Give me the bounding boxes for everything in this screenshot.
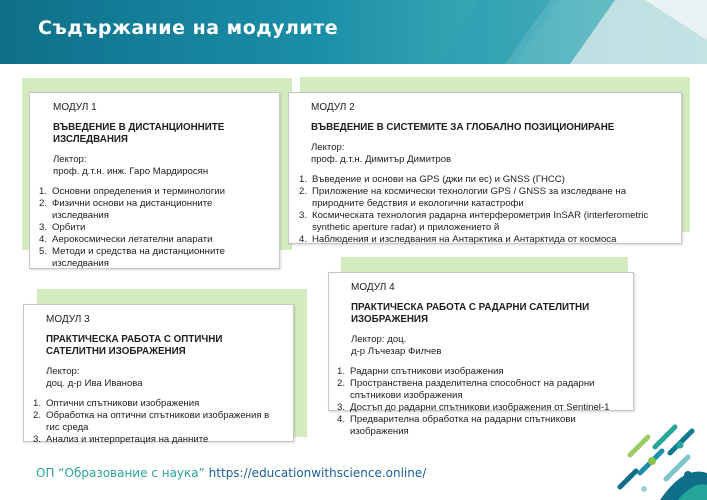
list-item: 1. Основни определения и терминологии bbox=[39, 186, 225, 197]
module-2-lecturer-label: Лектор: bbox=[311, 142, 345, 153]
module-1-label: МОДУЛ 1 bbox=[53, 102, 97, 113]
list-item: 3. Анализ и интерпретация на данните bbox=[33, 434, 209, 445]
list-item: 1. Радарни спътникови изображения bbox=[337, 366, 504, 377]
corner-decoration bbox=[600, 395, 707, 500]
header-banner bbox=[0, 0, 707, 64]
module-1-title: ВЪВЕДЕНИЕ В ДИСТАНЦИОННИТЕ ИЗСЛЕДВАНИЯ bbox=[53, 122, 225, 145]
module-2-card bbox=[288, 92, 682, 244]
module-3-label: МОДУЛ 3 bbox=[46, 314, 90, 325]
footer bbox=[36, 466, 426, 480]
list-item: 4. Предварителна обработка на радарни спътникови изображения bbox=[337, 414, 576, 437]
list-item: 4. Аерокосмически летателни апарати bbox=[39, 234, 213, 245]
module-2-lecturer-name: проф. д.т.н. Димитър Димитров bbox=[311, 154, 452, 165]
module-4-lecturer-label: Лектор: доц. bbox=[351, 334, 407, 345]
module-4-lecturer-name: д-р Лъчезар Филчев bbox=[351, 346, 442, 357]
list-item: 3. Орбити bbox=[39, 222, 86, 233]
module-4-title: ПРАКТИЧЕСКА РАБОТА С РАДАРНИ САТЕЛИТНИ ИЗОБРАЖЕНИЯ bbox=[351, 302, 590, 325]
module-4-label: МОДУЛ 4 bbox=[351, 282, 395, 293]
module-3-title: ПРАКТИЧЕСКА РАБОТА С ОПТИЧНИ САТЕЛИТНИ ИЗОБРАЖЕНИЯ bbox=[46, 334, 223, 357]
module-3-lecturer-label: Лектор: bbox=[46, 366, 80, 377]
module-3-card bbox=[23, 304, 294, 445]
list-item: 2. Обработка на оптични спътникови изображения в гис среда bbox=[33, 410, 270, 433]
list-item: 2. Приложение на космически технологии GPS / GNSS за изследване на природните бедствия и екологични катастрофи bbox=[299, 186, 627, 209]
module-1-lecturer-label: Лектор: bbox=[53, 154, 87, 165]
page-title: Съдържание на модулите bbox=[38, 17, 339, 39]
module-2-topics bbox=[299, 174, 673, 246]
module-3-lecturer-name: доц. д-р Ива Иванова bbox=[46, 378, 143, 389]
list-item: 3. Космическата технология радарна интерферометрия InSAR (interferometric synthetic aperture radar) и приложениетo й bbox=[299, 210, 649, 233]
module-4-card bbox=[328, 272, 634, 437]
header-decoration bbox=[440, 0, 707, 64]
list-item: 3. Достъп до радарни спътникови изображения от Sentinel-1 bbox=[337, 402, 610, 413]
module-4-topics bbox=[337, 366, 625, 438]
module-1-lecturer-name: проф. д.т.н. инж. Гаро Мардиросян bbox=[53, 166, 209, 177]
module-1-card bbox=[29, 92, 280, 269]
list-item: 1. Оптични спътникови изображения bbox=[33, 398, 200, 409]
module-2-label: МОДУЛ 2 bbox=[311, 102, 355, 113]
module-3-topics bbox=[33, 398, 285, 446]
list-item: 2. Пространствена разделителна способност на радарни спътникови изображения bbox=[337, 378, 595, 401]
footer-program: ОП “Образование с наука” bbox=[36, 466, 205, 480]
module-1-topics bbox=[39, 186, 271, 270]
module-2-title: ВЪВЕДЕНИЕ В СИСТЕМИТЕ ЗА ГЛОБАЛНО ПОЗИЦИОНИРАНЕ bbox=[311, 122, 615, 133]
list-item: 4. Наблюдения и изследвания на Антарктика и Антарктида от космоса bbox=[299, 234, 617, 245]
footer-url-link[interactable]: https://educationwithscience.online/ bbox=[208, 466, 427, 480]
list-item: 2. Физични основи на дистанционните изследвания bbox=[39, 198, 213, 221]
list-item: 1. Въведение и основи на GPS (джи пи ес) и GNSS (ГНСС) bbox=[299, 174, 565, 185]
list-item: 5. Методи и средства на дистанционните изследвания bbox=[39, 246, 225, 269]
